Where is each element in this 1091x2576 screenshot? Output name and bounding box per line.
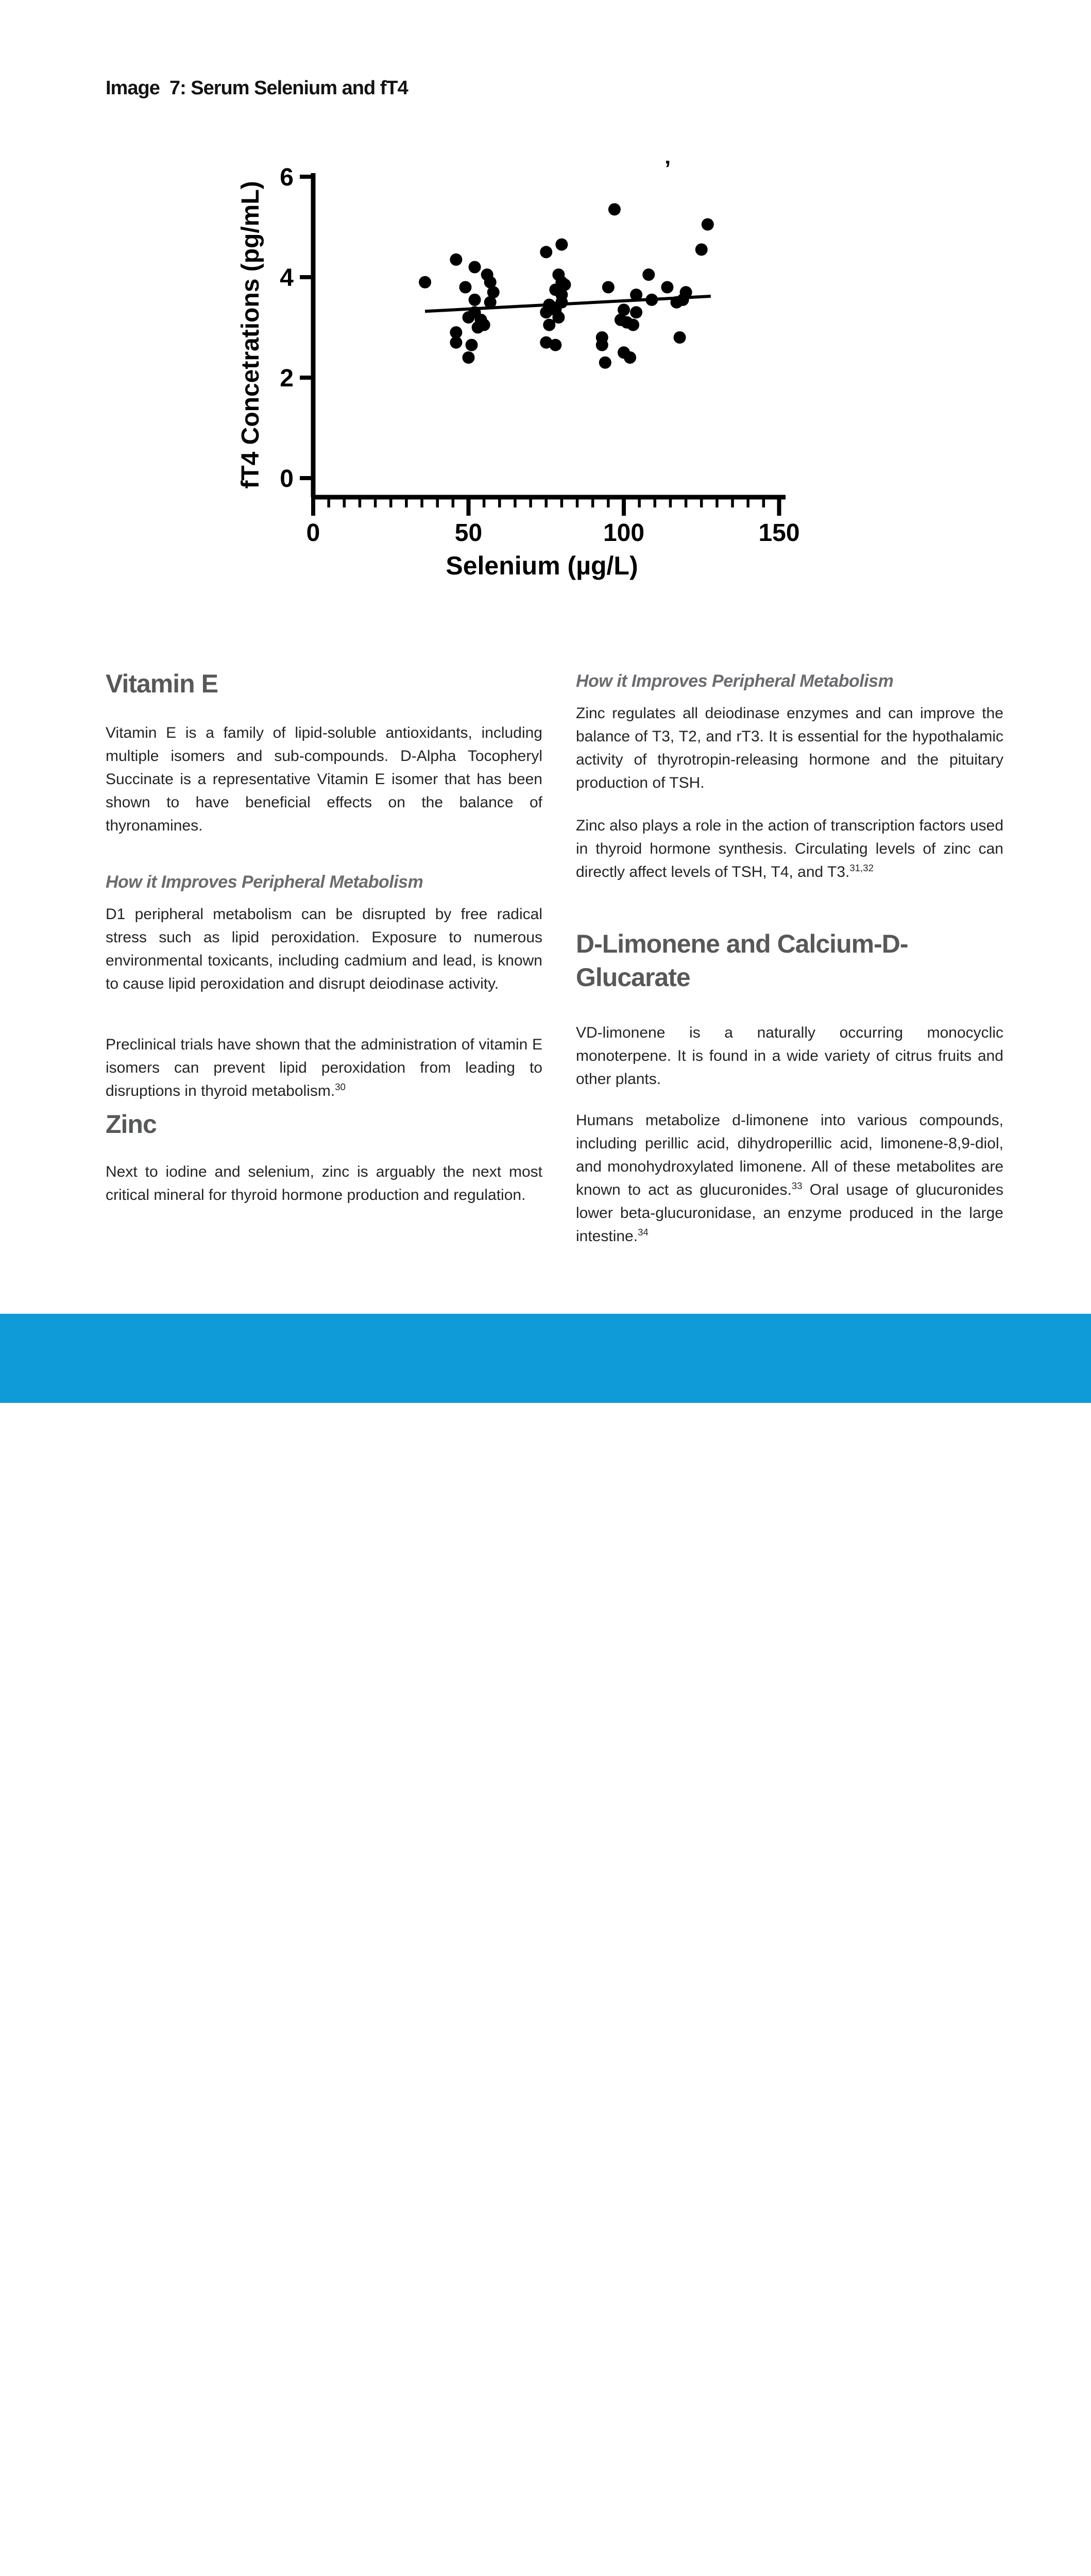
paragraph-text: Oral usage of glucuronides lower beta-glucuronidase, an enzyme produced in the large intestine. [576, 1181, 1003, 1245]
scatter-point [484, 296, 497, 309]
x-tick-label: 50 [454, 519, 483, 547]
scatter-point [645, 294, 658, 306]
scatter-point [450, 253, 462, 266]
scatter-point [540, 306, 552, 318]
x-axis-label: Selenium (µg/L) [446, 551, 638, 580]
subheading-peripheral-metabolism-right: How it Improves Peripheral Metabolism [576, 671, 894, 691]
scatter-point [661, 281, 673, 294]
paragraph-preclinical-trials [106, 1033, 542, 1103]
scatter-point [695, 243, 708, 256]
scatter-point [702, 218, 714, 231]
scatter-point [472, 321, 484, 334]
y-tick-label: 2 [280, 365, 294, 392]
x-tick-label: 100 [603, 519, 645, 547]
scatter-point [630, 306, 642, 318]
footer-bar [0, 1314, 1091, 1403]
y-axis-label: fT4 Concetrations (pg/mL) [237, 181, 264, 489]
paragraph-humans-metabolize [576, 1109, 1003, 1248]
scatter-point [419, 276, 431, 289]
subheading-peripheral-metabolism-left: How it Improves Peripheral Metabolism [106, 872, 423, 892]
scatter-point [543, 319, 555, 331]
scatter-chart-container [227, 155, 824, 587]
section-heading-d-limonene: D-Limonene and Calcium-D-Glucarate [576, 929, 908, 992]
paragraph-text: Preclinical trials have shown that the administration of vitamin E isomers can prevent lipid peroxidation from leading to disruptions in thyroid metabolism. [106, 1036, 542, 1099]
scatter-point [674, 331, 686, 344]
section-heading-vitamin-e: Vitamin E [106, 669, 218, 698]
scatter-point [602, 281, 615, 294]
scatter-point [630, 289, 642, 301]
citation-33: 33 [791, 1180, 803, 1191]
scatter-point [608, 203, 621, 215]
scatter-point [459, 281, 471, 294]
scatter-point [624, 351, 636, 364]
figure-title: Image 7: Serum Selenium and fT4 [106, 77, 408, 99]
scatter-point [466, 339, 478, 351]
scatter-point [463, 351, 475, 364]
paragraph-vd-limonene: VD-limonene is a naturally occurring monocyclic monoterpene. It is found in a wide variety of citrus fruits and other plants. [576, 1024, 1003, 1088]
scatter-point [469, 261, 481, 274]
scatter-point [671, 296, 683, 309]
paragraph-text: Zinc also plays a role in the action of transcription factors used in thyroid hormone synthesis. Circulating levels of zinc can directly affect levels of TSH, T4, and T3. [576, 817, 1003, 880]
y-tick-label: 4 [280, 264, 294, 292]
paragraph-zinc-transcription [576, 814, 1003, 884]
paragraph-text: Humans metabolize d-limonene into various compounds, including perillic acid, dihydroperillic acid, limonene-8,9-diol, and monohydroxylated limonene. All of these metabolites are known to act as glucuronides. [576, 1112, 1003, 1198]
section-heading-zinc: Zinc [106, 1110, 157, 1139]
scatter-chart [227, 155, 824, 587]
paragraph-d1-metabolism: D1 peripheral metabolism can be disrupted by free radical stress such as lipid peroxidation. Exposure to numerous environmental toxicants, including cadmium and lead, is known to cause lipid peroxidation and disrupt deiodinase activity. [106, 906, 542, 992]
y-tick-label: 6 [280, 164, 294, 191]
scatter-point [549, 339, 561, 351]
citation-30: 30 [335, 1081, 346, 1092]
scatter-point [627, 319, 639, 331]
scatter-point [599, 357, 611, 369]
scatter-point [540, 246, 552, 258]
citation-31-32: 31,32 [849, 862, 874, 873]
scatter-point [642, 268, 655, 281]
paragraph-zinc-intro: Next to iodine and selenium, zinc is arguably the next most critical mineral for thyroid hormone production and regulation. [106, 1163, 542, 1204]
trend-line [425, 296, 711, 311]
x-tick-label: 150 [758, 519, 800, 547]
paragraph-zinc-regulates: Zinc regulates all deiodinase enzymes and can improve the balance of T3, T2, and rT3. It is essential for the hypothalamic activity of thyrotropin-releasing hormone and the pituitary production of TSH. [576, 705, 1003, 791]
scatter-point [555, 239, 568, 251]
y-tick-label: 0 [280, 465, 294, 493]
stray-apostrophe-mark: ’ [664, 156, 671, 181]
paragraph-vitamin-e-intro: Vitamin E is a family of lipid-soluble antioxidants, including multiple isomers and sub-compounds. D-Alpha Tocopheryl Succinate is a representative Vitamin E isomer that has been shown to have beneficial effects on the balance of thyronamines. [106, 724, 542, 834]
scatter-point [463, 311, 475, 324]
scatter-point [450, 336, 462, 349]
scatter-point [469, 294, 481, 306]
citation-34: 34 [638, 1227, 649, 1238]
scatter-point [596, 339, 608, 351]
x-tick-label: 0 [306, 519, 320, 547]
